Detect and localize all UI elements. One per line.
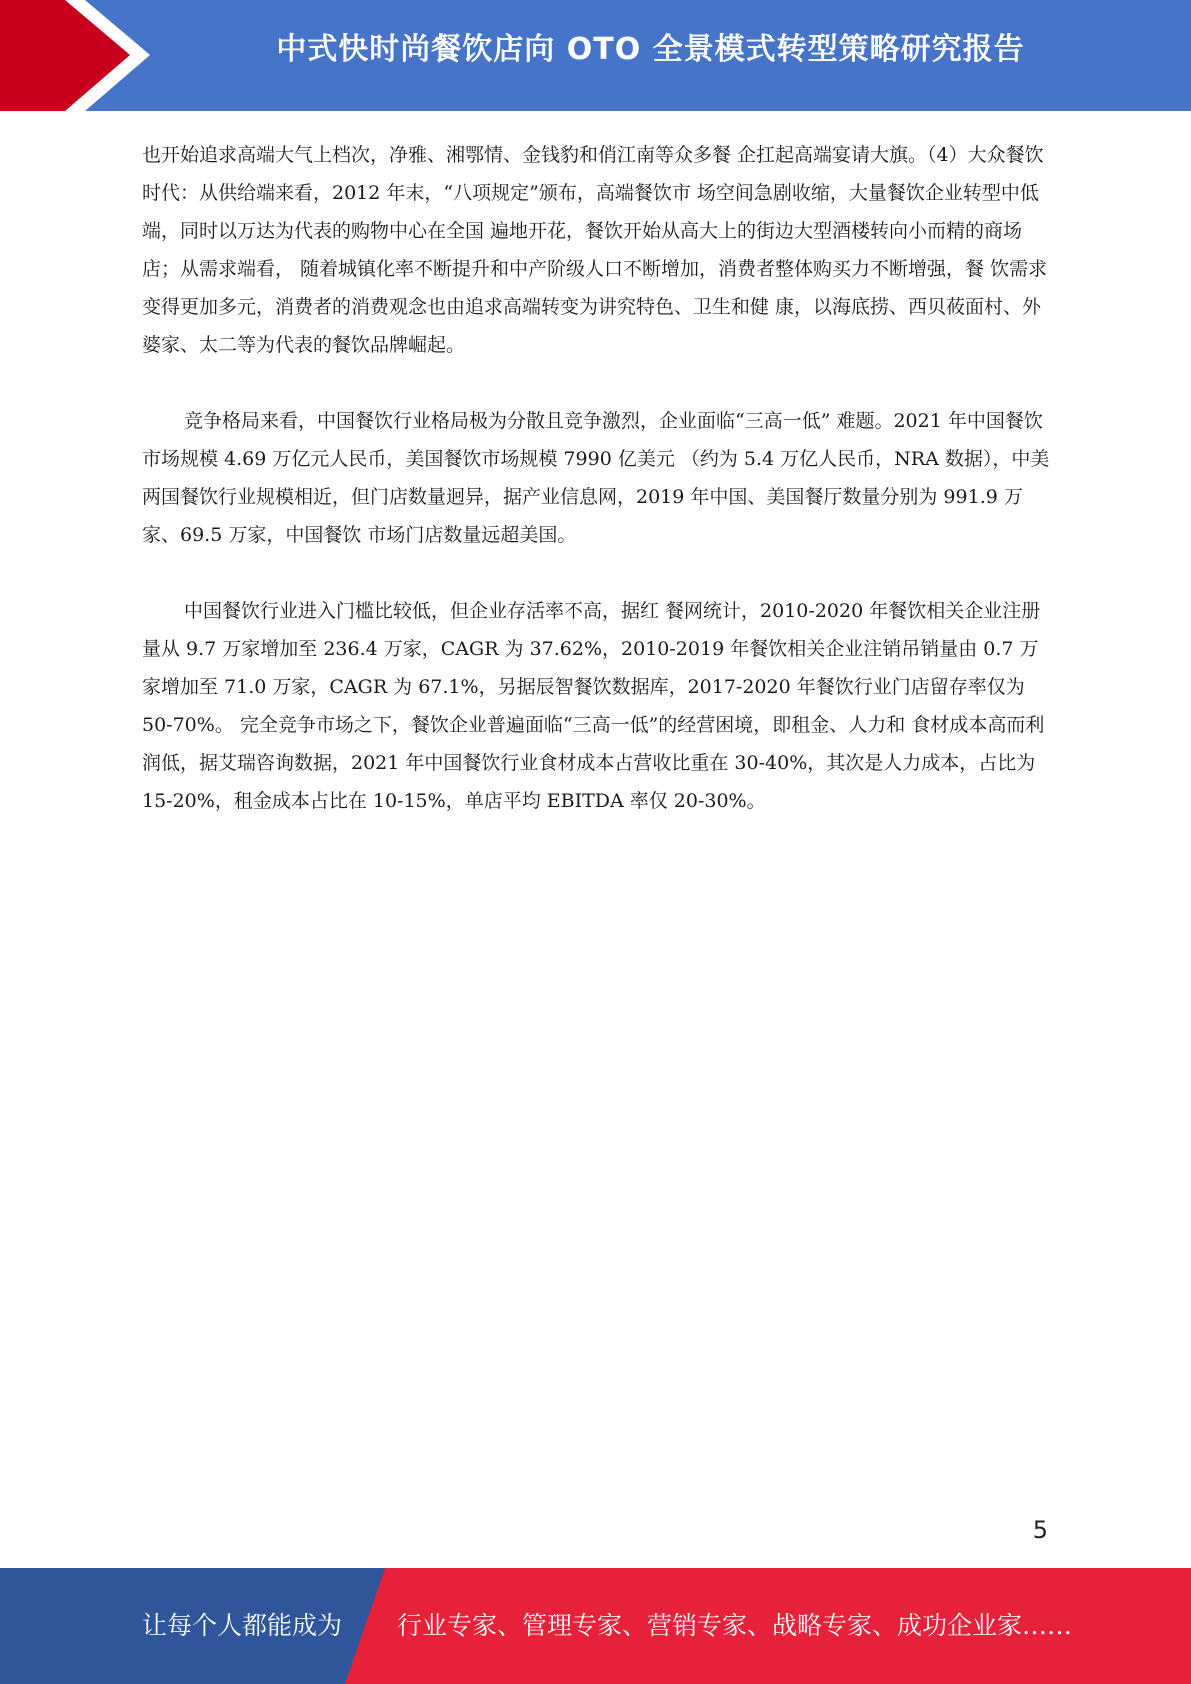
report-title: 中式快时尚餐饮店向 OTO 全景模式转型策略研究报告 [276, 32, 1025, 67]
page-header [0, 0, 1191, 111]
page-footer [0, 1568, 1191, 1684]
paragraph-spacer [142, 364, 1050, 402]
paragraph-spacer [142, 554, 1050, 592]
document-body [142, 136, 1050, 820]
footer-slogan-left: 让每个人都能成为 [142, 1611, 343, 1640]
footer-slogan-right: 行业专家、管理专家、营销专家、战略专家、成功企业家…… [397, 1611, 1073, 1640]
page-number: 5 [1032, 1516, 1048, 1544]
paragraph-3: 中国餐饮行业进入门槛比较低，但企业存活率不高，据红 餐网统计，2010-2020 年餐饮相关企业注册量从 9.7 万家增加至 236.4 万家，CAGR 为 37.62%，2010-2019 年餐饮相关企业注销吊销量由 0.7 万家增加至 71.0 万家，CAGR 为 67.1%，另据辰智餐饮数据库，2017-2020 年餐饮行业门店留存率仅为 50-70%。 完全竞争市场之下，餐饮企业普遍面临“三高一低”的经营困境，即租金、人力和 食材成本高而利润低，据艾瑞咨询数据，2021 年中国餐饮行业食材成本占营收比重在 30-40%，其次是人力成本，占比为 15-20%，租金成本占比在 10-15%，单店平均 EBITDA 率仅 20-30%。 [142, 600, 1045, 812]
paragraph-1: 也开始追求高端大气上档次，净雅、湘鄂情、金钱豹和俏江南等众多餐 企扛起高端宴请大旗。（4）大众餐饮时代：从供给端来看，2012 年末，“八项规定”颁布，高端餐饮市 场空间急剧收缩，大量餐饮企业转型中低端，同时以万达为代表的购物中心在全国 遍地开花，餐饮开始从高大上的街边大型酒楼转向小而精的商场店；从需求端看， 随着城镇化率不断提升和中产阶级人口不断增加，消费者整体购买力不断增强，餐 饮需求变得更加多元，消费者的消费观念也由追求高端转变为讲究特色、卫生和健 康，以海底捞、西贝莜面村、外婆家、太二等为代表的餐饮品牌崛起。 [142, 144, 1048, 356]
header-red-chevron [0, 0, 130, 111]
header-arrow-decoration [0, 0, 160, 111]
paragraph-2: 竞争格局来看，中国餐饮行业格局极为分散且竞争激烈，企业面临“三高一低” 难题。2021 年中国餐饮市场规模 4.69 万亿元人民币，美国餐饮市场规模 7990 亿美元 （约为 5.4 万亿人民币，NRA 数据），中美两国餐饮行业规模相近，但门店数量迥异，据产业信息网，2019 年中国、美国餐厅数量分别为 991.9 万家、69.5 万家，中国餐饮 市场门店数量远超美国。 [142, 410, 1050, 546]
